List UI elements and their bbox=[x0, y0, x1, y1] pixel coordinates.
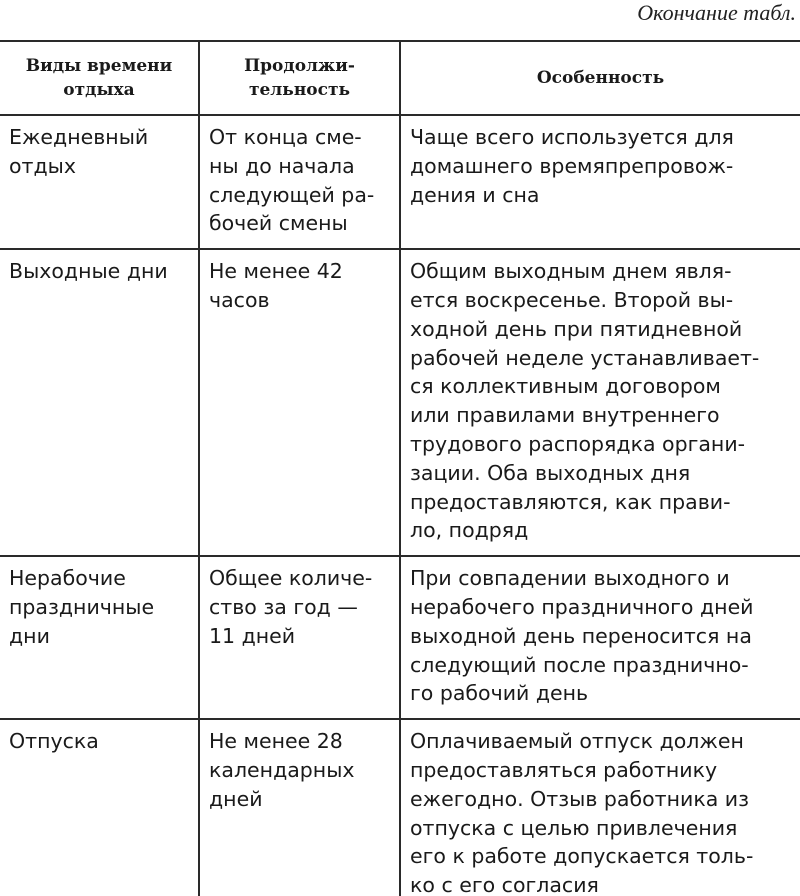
header-feature: Особенность bbox=[400, 41, 800, 115]
cell-rest-type: Ежедневный отдых bbox=[0, 115, 199, 249]
cell-rest-type: Нерабочие праздничные дни bbox=[0, 556, 199, 719]
header-rest-type: Виды времени отдыха bbox=[0, 41, 199, 115]
table-header-row bbox=[0, 41, 800, 115]
cell-duration: Общее количе- ство за год — 11 дней bbox=[199, 556, 400, 719]
cell-feature: При совпадении выходного и нерабочего праздничного дней выходной день переносится на следующий после празднично- го рабочий день bbox=[400, 556, 800, 719]
table-row bbox=[0, 115, 800, 249]
cell-duration: Не менее 28 календарных дней bbox=[199, 719, 400, 896]
cell-feature: Чаще всего используется для домашнего времяпрепровож- дения и сна bbox=[400, 115, 800, 249]
cell-feature: Общим выходным днем явля- ется воскресенье. Второй вы- ходной день при пятидневной рабочей неделе устанавливает- ся коллективным договором или правилами внутреннего трудового распорядка органи- зации. Оба выходных дня предоставляются, как прави- ло, подряд bbox=[400, 249, 800, 556]
table-continuation-caption: Окончание табл. bbox=[637, 0, 796, 25]
table-row bbox=[0, 556, 800, 719]
cell-duration: От конца сме- ны до начала следующей ра- бочей смены bbox=[199, 115, 400, 249]
table-row bbox=[0, 249, 800, 556]
cell-duration: Не менее 42 часов bbox=[199, 249, 400, 556]
header-duration: Продолжи- тельность bbox=[199, 41, 400, 115]
rest-time-table bbox=[0, 40, 800, 896]
cell-feature: Оплачиваемый отпуск должен предоставляться работнику ежегодно. Отзыв работника из отпуска с целью привлечения его к работе допускается толь- ко с его согласия bbox=[400, 719, 800, 896]
table-row bbox=[0, 719, 800, 896]
cell-rest-type: Выходные дни bbox=[0, 249, 199, 556]
cell-rest-type: Отпуска bbox=[0, 719, 199, 896]
